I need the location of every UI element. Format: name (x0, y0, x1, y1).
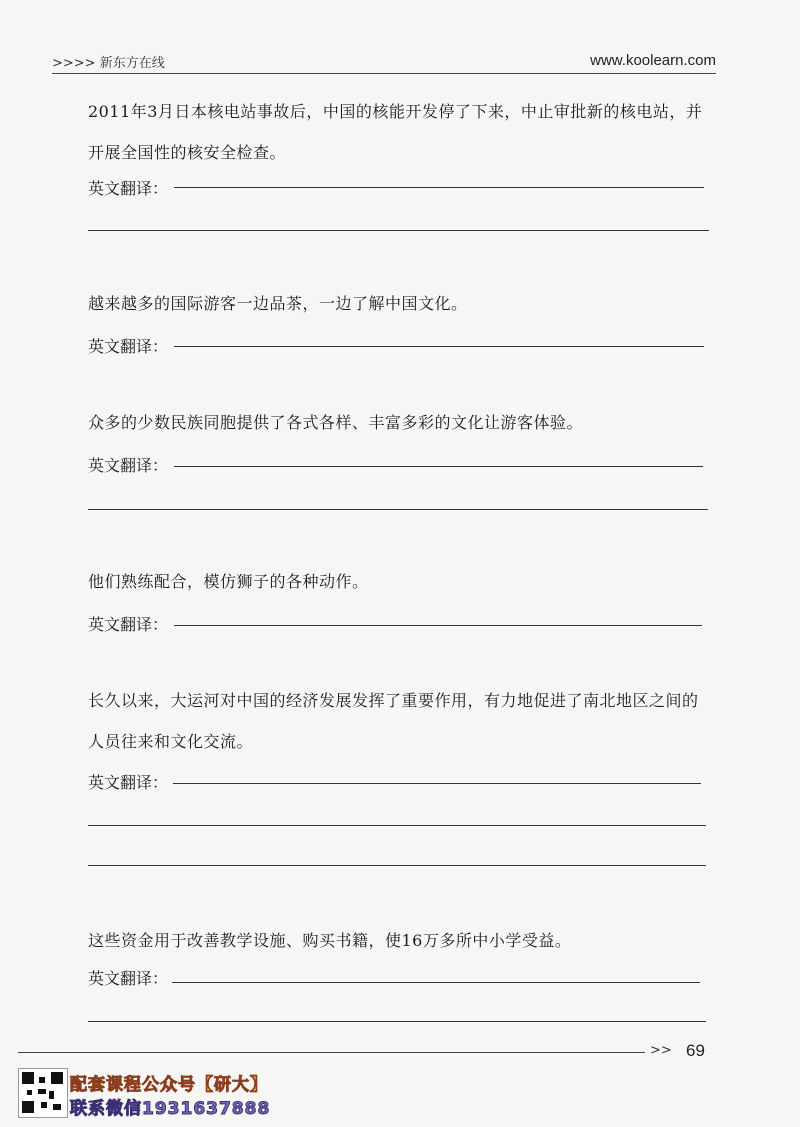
answer-label-5: 英文翻译： (88, 773, 169, 792)
qr-module (39, 1077, 45, 1083)
answer-line-4a[interactable] (174, 625, 702, 626)
question-6 (88, 920, 571, 961)
page-header (52, 52, 716, 74)
question-2-line-1: 越来越多的国际游客一边品茶，一边了解中国文化。 (88, 294, 468, 313)
answer-label-1: 英文翻译： (88, 179, 169, 198)
answer-line-1b[interactable] (88, 230, 709, 231)
footer-rule (18, 1052, 645, 1053)
answer-label-2: 英文翻译： (88, 337, 169, 356)
answer-line-2a[interactable] (174, 346, 704, 347)
qr-finder-bl (22, 1101, 34, 1113)
question-1 (88, 91, 702, 173)
question-4 (88, 561, 369, 602)
qr-code[interactable] (18, 1068, 68, 1118)
header-rule (52, 73, 716, 74)
promo-line-2: 联系微信1931637888 (70, 1099, 271, 1119)
answer-line-5b[interactable] (88, 825, 706, 826)
answer-line-1a[interactable] (174, 187, 704, 188)
qr-finder-tl (22, 1072, 34, 1084)
question-1-line-1: 2011年3月日本核电站事故后，中国的核能开发停了下来，中止审批新的核电站，并 (88, 102, 703, 121)
promo-line-1: 配套课程公众号【研大】 (70, 1075, 268, 1095)
qr-module (27, 1090, 32, 1095)
answer-line-6a[interactable] (172, 982, 700, 983)
qr-module (49, 1091, 54, 1099)
answer-label-6: 英文翻译： (88, 969, 169, 988)
qr-finder-tr (51, 1072, 63, 1084)
question-1-line-2: 开展全国性的核安全检查。 (88, 143, 287, 162)
question-2 (88, 283, 468, 324)
page-number: 69 (686, 1041, 705, 1060)
question-3-line-1: 众多的少数民族同胞提供了各式各样、丰富多彩的文化让游客体验。 (88, 413, 584, 432)
question-5-line-1: 长久以来，大运河对中国的经济发展发挥了重要作用，有力地促进了南北地区之间的 (88, 691, 699, 710)
question-5-line-2: 人员往来和文化交流。 (88, 732, 254, 751)
qr-module (41, 1102, 47, 1108)
footer-arrow-icon: >> (650, 1043, 672, 1058)
qr-module (53, 1104, 61, 1110)
question-4-line-1: 他们熟练配合，模仿狮子的各种动作。 (88, 572, 369, 591)
answer-label-3: 英文翻译： (88, 456, 169, 475)
site-url[interactable]: www.koolearn.com (590, 52, 716, 69)
brand-label: >>>> 新东方在线 (52, 56, 165, 71)
answer-line-3b[interactable] (88, 509, 708, 510)
question-6-line-1: 这些资金用于改善教学设施、购买书籍，使16万多所中小学受益。 (88, 931, 572, 950)
answer-line-6b[interactable] (88, 1021, 706, 1022)
answer-line-5c[interactable] (88, 865, 706, 866)
answer-line-3a[interactable] (174, 466, 703, 467)
answer-label-4: 英文翻译： (88, 615, 169, 634)
answer-line-5a[interactable] (173, 783, 701, 784)
qr-module (38, 1089, 46, 1094)
question-3 (88, 402, 583, 443)
question-5 (88, 680, 699, 762)
